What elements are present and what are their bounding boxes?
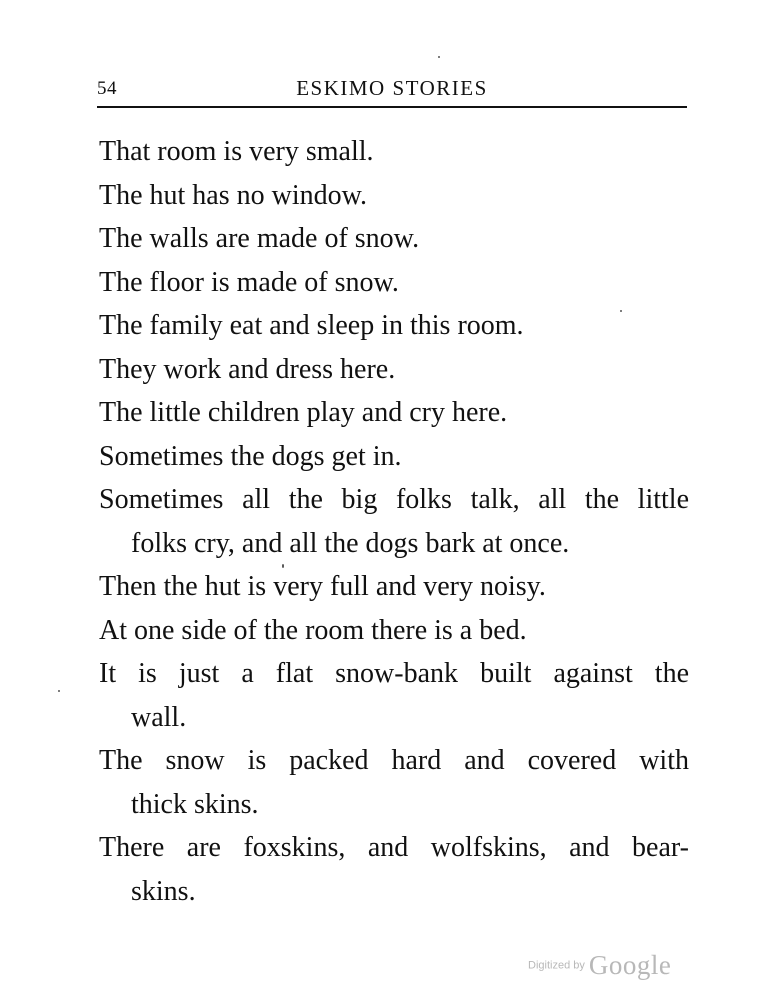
paragraph: [99, 739, 689, 826]
scan-speck: [438, 56, 440, 58]
paragraph: [99, 261, 689, 305]
paragraph: [99, 435, 689, 479]
text-line: Then the hut is very full and very noisy.: [99, 571, 546, 602]
paragraph: [99, 348, 689, 392]
text-line: The snow is packed hard and covered with: [99, 745, 689, 776]
paragraph: [99, 391, 689, 435]
running-title: ESKIMO STORIES: [296, 76, 488, 100]
text-line: The little children play and cry here.: [99, 397, 508, 428]
scan-speck: [620, 310, 622, 312]
paragraph: [99, 130, 689, 174]
scan-speck: [58, 690, 60, 692]
body-text: [99, 130, 689, 913]
text-line: The floor is made of snow.: [99, 266, 399, 298]
paragraph: [99, 826, 689, 913]
paragraph: [99, 478, 689, 565]
text-line: They work and dress here.: [99, 353, 396, 385]
text-line-continuation: skins.: [131, 875, 196, 907]
text-line: The family eat and sleep in this room.: [99, 310, 524, 341]
text-line: There are foxskins, and wolfskins, and bear-: [99, 832, 689, 863]
paragraph: [99, 609, 689, 653]
text-line: The walls are made of snow.: [99, 223, 420, 254]
digitized-watermark: [528, 950, 671, 981]
text-line-continuation: folks cry, and all the dogs bark at once.: [131, 527, 570, 559]
text-line: The hut has no window.: [99, 179, 368, 211]
text-line-continuation: thick skins.: [131, 788, 259, 820]
text-line: Sometimes the dogs get in.: [99, 440, 402, 472]
paragraph: [99, 217, 689, 261]
paragraph: [99, 652, 689, 739]
paragraph: [99, 565, 689, 609]
running-header: [97, 72, 687, 108]
text-line: Sometimes all the big folks talk, all the little: [99, 484, 689, 515]
page-number: 54: [97, 78, 117, 99]
text-line: It is just a flat snow-bank built against the: [99, 658, 689, 689]
watermark-prefix: Digitized by: [528, 959, 585, 972]
paragraph: [99, 174, 689, 218]
google-logo: Google: [588, 950, 672, 980]
text-line: At one side of the room there is a bed.: [99, 614, 527, 646]
scan-speck: [282, 564, 284, 568]
paragraph: [99, 304, 689, 348]
text-line: That room is very small.: [99, 136, 374, 167]
text-line-continuation: wall.: [131, 701, 187, 733]
